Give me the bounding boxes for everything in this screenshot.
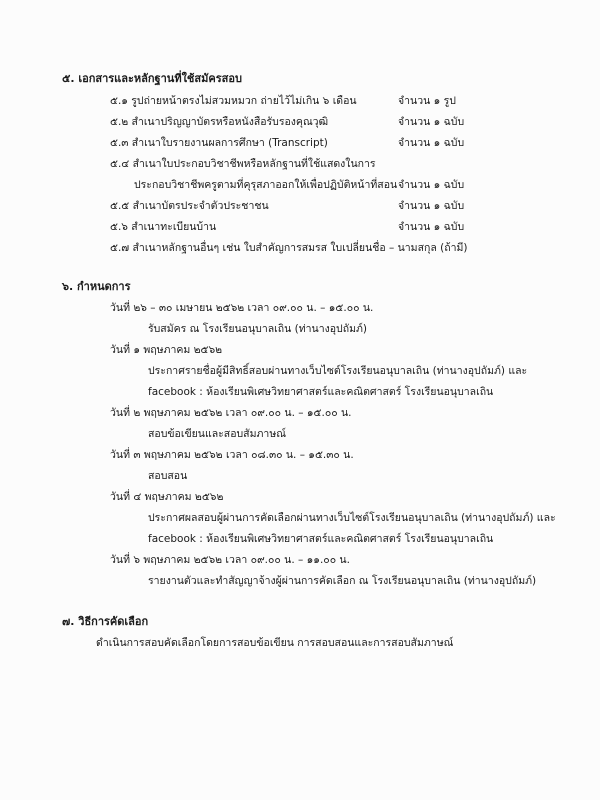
item-5-4: ๕.๔ สำเนาใบประกอบวิชาชีพหรือหลักฐานที่ใช้แสดงในการ — [110, 158, 376, 170]
item-5-3: ๕.๓ สำเนาใบรายงานผลการศึกษา (Transcript) — [110, 137, 328, 149]
item-5-3-qty: จำนวน ๑ ฉบับ — [398, 137, 465, 149]
item-5-2-qty: จำนวน ๑ ฉบับ — [398, 116, 465, 128]
schedule-date-2: วันที่ ๑ พฤษภาคม ๒๕๖๒ — [110, 344, 223, 356]
item-5-5: ๕.๕ สำเนาบัตรประจำตัวประชาชน — [110, 200, 269, 212]
item-5-1: ๕.๑ รูปถ่ายหน้าตรงไม่สวมหมวก ถ่ายไว้ไม่เกิน ๖ เดือน — [110, 95, 357, 107]
schedule-detail-4: สอบสอน — [148, 470, 188, 482]
schedule-date-5: วันที่ ๔ พฤษภาคม ๒๕๖๒ — [110, 491, 224, 503]
item-5-4-cont: ประกอบวิชาชีพครูตามที่คุรุสภาออกให้เพื่อปฏิบัติหน้าที่สอน — [134, 179, 398, 191]
item-5-7: ๕.๗ สำเนาหลักฐานอื่นๆ เช่น ใบสำคัญการสมรส ใบเปลี่ยนชื่อ – นามสกุล (ถ้ามี) — [110, 242, 468, 254]
item-5-5-qty: จำนวน ๑ ฉบับ — [398, 200, 465, 212]
item-5-4-qty: จำนวน ๑ ฉบับ — [398, 179, 465, 191]
item-5-6: ๕.๖ สำเนาทะเบียนบ้าน — [110, 221, 217, 233]
section5-title: ๕. เอกสารและหลักฐานที่ใช้สมัครสอบ — [62, 72, 242, 85]
item-5-1-qty: จำนวน ๑ รูป — [398, 95, 456, 107]
schedule-date-6: วันที่ ๖ พฤษภาคม ๒๕๖๒ เวลา ๐๙.๐๐ น. – ๑๑.๐๐ น. — [110, 554, 350, 566]
section7-body: ดำเนินการสอบคัดเลือกโดยการสอบข้อเขียน การสอบสอนและการสอบสัมภาษณ์ — [96, 637, 454, 649]
schedule-detail-2b: facebook : ห้องเรียนพิเศษวิทยาศาสตร์และคณิตศาสตร์ โรงเรียนอนุบาลเถิน — [148, 386, 494, 398]
item-5-2: ๕.๒ สำเนาปริญญาบัตรหรือหนังสือรับรองคุณวุฒิ — [110, 116, 329, 128]
schedule-date-1: วันที่ ๒๖ – ๓๐ เมษายน ๒๕๖๒ เวลา ๐๙.๐๐ น. – ๑๕.๐๐ น. — [110, 302, 374, 314]
schedule-detail-3: สอบข้อเขียนและสอบสัมภาษณ์ — [148, 428, 286, 440]
schedule-date-4: วันที่ ๓ พฤษภาคม ๒๕๖๒ เวลา ๐๘.๓๐ น. – ๑๕.๓๐ น. — [110, 449, 354, 461]
schedule-detail-5a: ประกาศผลสอบผู้ผ่านการคัดเลือกผ่านทางเว็บไซต์โรงเรียนอนุบาลเถิน (ท่านางอุปถัมภ์) และ — [148, 512, 556, 524]
schedule-detail-5b: facebook : ห้องเรียนพิเศษวิทยาศาสตร์และคณิตศาสตร์ โรงเรียนอนุบาลเถิน — [148, 533, 494, 545]
schedule-detail-2a: ประกาศรายชื่อผู้มีสิทธิ์สอบผ่านทางเว็บไซต์โรงเรียนอนุบาลเถิน (ท่านางอุปถัมภ์) และ — [148, 365, 528, 377]
schedule-detail-6: รายงานตัวและทำสัญญาจ้างผู้ผ่านการคัดเลือก ณ โรงเรียนอนุบาลเถิน (ท่านางอุปถัมภ์) — [148, 575, 537, 587]
item-5-6-qty: จำนวน ๑ ฉบับ — [398, 221, 465, 233]
section7-title: ๗. วิธีการคัดเลือก — [62, 615, 149, 628]
schedule-date-3: วันที่ ๒ พฤษภาคม ๒๕๖๒ เวลา ๐๙.๐๐ น. – ๑๕.๐๐ น. — [110, 407, 352, 419]
schedule-detail-1: รับสมัคร ณ โรงเรียนอนุบาลเถิน (ท่านางอุปถัมภ์) — [148, 323, 368, 335]
section6-title: ๖. กำหนดการ — [62, 280, 131, 293]
